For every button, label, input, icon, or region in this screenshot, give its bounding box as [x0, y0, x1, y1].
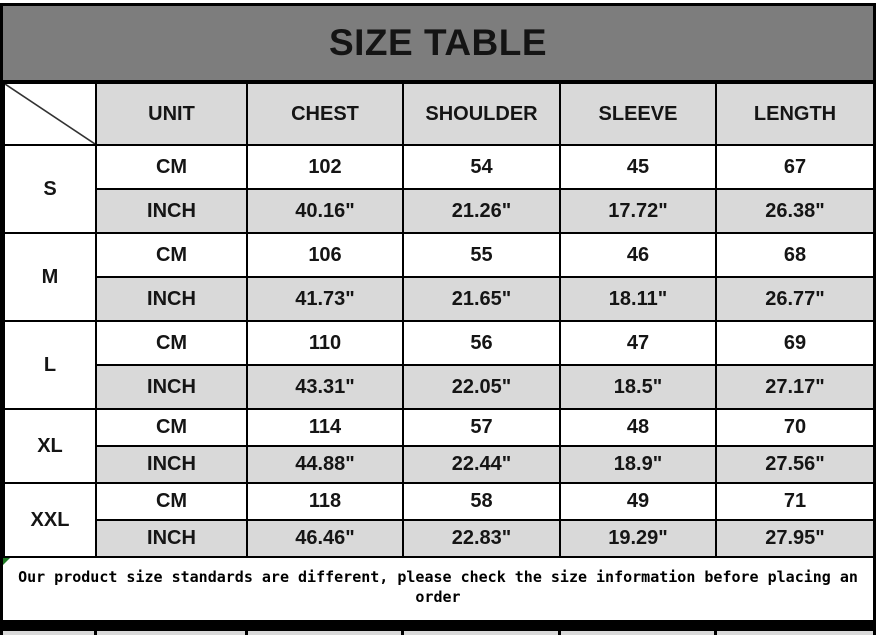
value-cell: 22.83" — [403, 520, 560, 557]
table-row-l-cm — [4, 321, 874, 365]
column-divider-mark — [558, 631, 561, 635]
size-label-xxl: XXL — [4, 483, 96, 557]
size-table-panel — [0, 3, 876, 623]
column-divider-mark — [245, 631, 248, 635]
value-cell: 58 — [403, 483, 560, 520]
size-label-xl: XL — [4, 409, 96, 483]
value-cell: 48 — [560, 409, 716, 446]
value-cell: 41.73" — [247, 277, 403, 321]
page-title: SIZE TABLE — [328, 22, 548, 63]
cutoff-row-top-border — [0, 623, 876, 631]
value-cell: 27.56" — [716, 446, 874, 483]
value-cell: 22.44" — [403, 446, 560, 483]
value-cell: 27.17" — [716, 365, 874, 409]
value-cell: 67 — [716, 145, 874, 189]
value-cell: 46.46" — [247, 520, 403, 557]
size-label-m: M — [4, 233, 96, 321]
value-cell: 102 — [247, 145, 403, 189]
value-cell: 40.16" — [247, 189, 403, 233]
column-header-unit: UNIT — [96, 83, 247, 145]
value-cell: 18.9" — [560, 446, 716, 483]
value-cell: 47 — [560, 321, 716, 365]
table-row-s-cm — [4, 145, 874, 189]
value-cell: 44.88" — [247, 446, 403, 483]
note-box — [3, 558, 873, 620]
table-row-xxl-cm — [4, 483, 874, 520]
green-corner-marker-icon — [3, 558, 10, 565]
column-divider-mark — [0, 631, 3, 635]
value-cell: 106 — [247, 233, 403, 277]
title-bar — [3, 6, 873, 82]
value-cell: 71 — [716, 483, 874, 520]
unit-label: INCH — [96, 277, 247, 321]
column-header-shoulder: SHOULDER — [403, 83, 560, 145]
value-cell: 118 — [247, 483, 403, 520]
value-cell: 56 — [403, 321, 560, 365]
value-cell: 46 — [560, 233, 716, 277]
value-cell: 26.77" — [716, 277, 874, 321]
value-cell: 45 — [560, 145, 716, 189]
value-cell: 57 — [403, 409, 560, 446]
table-row-l-inch — [4, 365, 874, 409]
value-cell: 26.38" — [716, 189, 874, 233]
column-divider-mark — [401, 631, 404, 635]
table-row-xl-cm — [4, 409, 874, 446]
value-cell: 68 — [716, 233, 874, 277]
cutoff-row-sliver — [0, 631, 876, 635]
column-header-chest: CHEST — [247, 83, 403, 145]
diagonal-line-icon — [5, 84, 95, 144]
unit-label: INCH — [96, 365, 247, 409]
value-cell: 49 — [560, 483, 716, 520]
table-row-s-inch — [4, 189, 874, 233]
value-cell: 54 — [403, 145, 560, 189]
value-cell: 22.05" — [403, 365, 560, 409]
unit-label: CM — [96, 483, 247, 520]
unit-label: CM — [96, 321, 247, 365]
size-label-l: L — [4, 321, 96, 409]
column-header-sleeve: SLEEVE — [560, 83, 716, 145]
table-row-m-inch — [4, 277, 874, 321]
unit-label: CM — [96, 145, 247, 189]
column-divider-mark — [714, 631, 717, 635]
column-divider-mark — [94, 631, 97, 635]
unit-label: INCH — [96, 189, 247, 233]
size-table — [3, 82, 875, 558]
value-cell: 114 — [247, 409, 403, 446]
value-cell: 69 — [716, 321, 874, 365]
diagonal-corner-cell — [4, 83, 96, 145]
value-cell: 18.5" — [560, 365, 716, 409]
table-row-xl-inch — [4, 446, 874, 483]
value-cell: 17.72" — [560, 189, 716, 233]
table-row-m-cm — [4, 233, 874, 277]
table-row-xxl-inch — [4, 520, 874, 557]
value-cell: 19.29" — [560, 520, 716, 557]
unit-label: INCH — [96, 446, 247, 483]
value-cell: 110 — [247, 321, 403, 365]
value-cell: 21.26" — [403, 189, 560, 233]
value-cell: 55 — [403, 233, 560, 277]
unit-label: CM — [96, 409, 247, 446]
value-cell: 70 — [716, 409, 874, 446]
unit-label: CM — [96, 233, 247, 277]
size-label-s: S — [4, 145, 96, 233]
note-text: Our product size standards are different, please check the size information before placing an order — [18, 568, 858, 606]
value-cell: 21.65" — [403, 277, 560, 321]
value-cell: 18.11" — [560, 277, 716, 321]
unit-label: INCH — [96, 520, 247, 557]
value-cell: 43.31" — [247, 365, 403, 409]
header-row — [4, 83, 874, 145]
value-cell: 27.95" — [716, 520, 874, 557]
column-header-length: LENGTH — [716, 83, 874, 145]
